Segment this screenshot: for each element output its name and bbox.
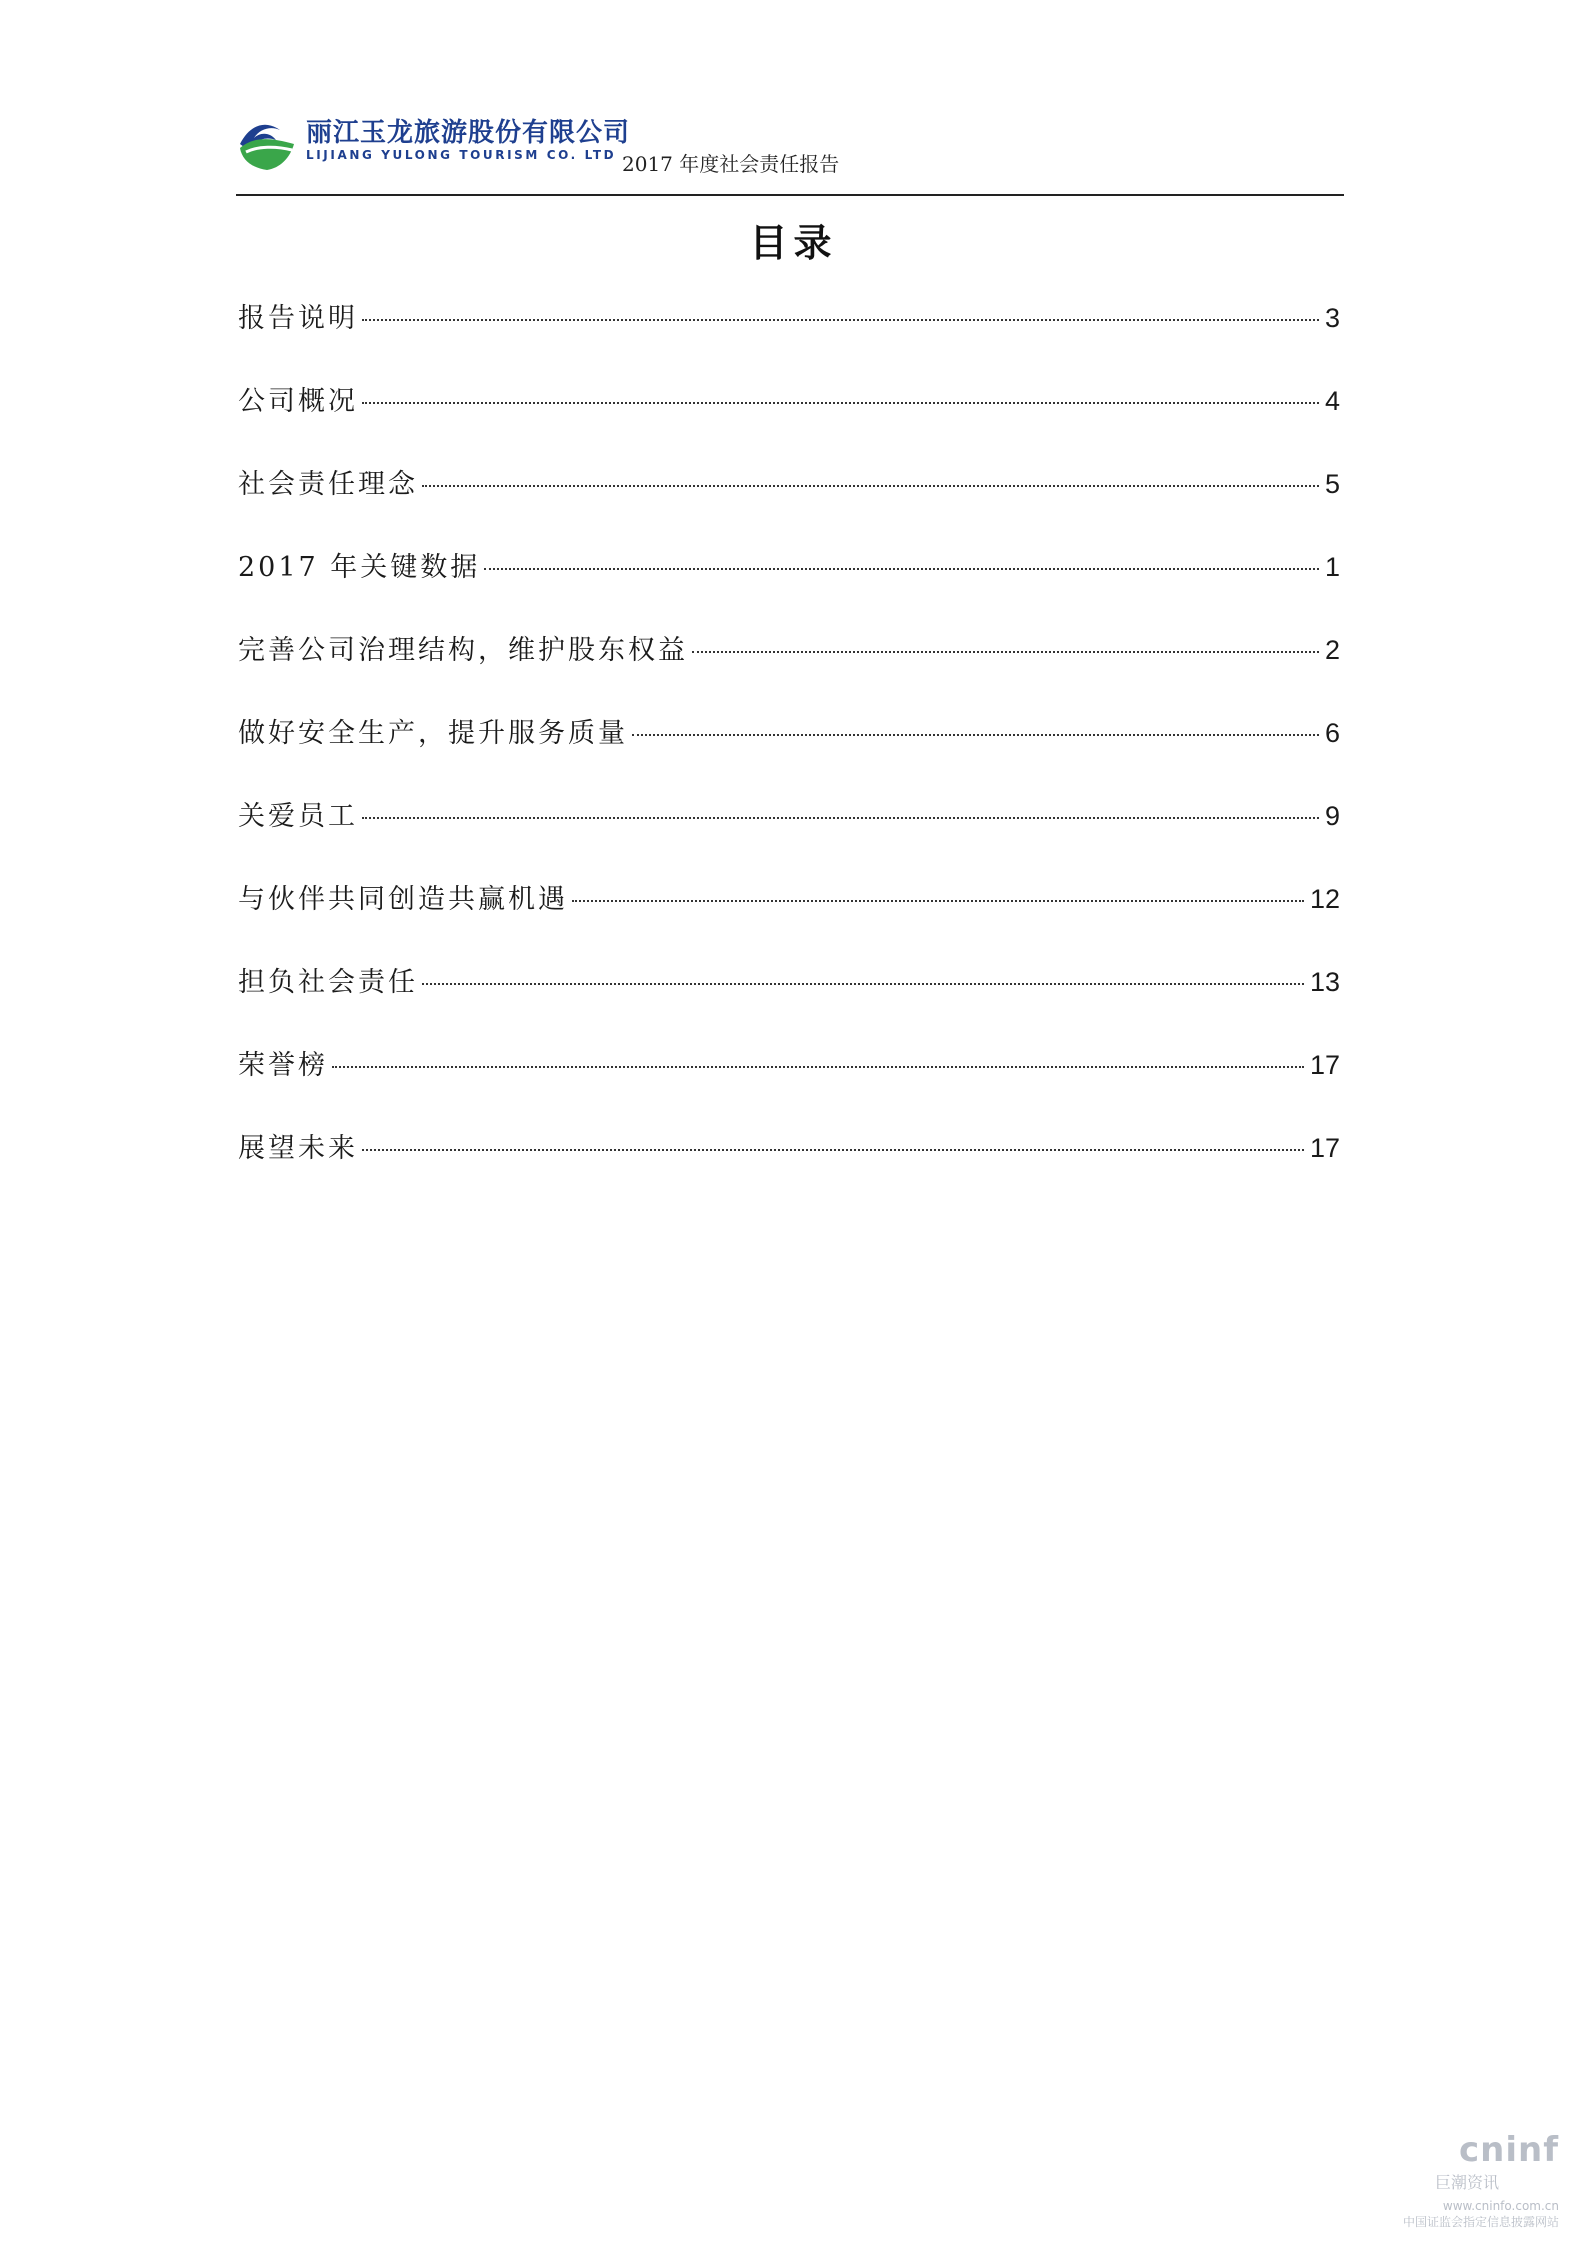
toc-dot-leader xyxy=(484,568,1319,570)
toc-dot-leader xyxy=(332,1066,1304,1068)
toc-dot-leader xyxy=(362,1149,1304,1151)
watermark-brand: cninf xyxy=(1458,2130,1559,2170)
watermark-url: www.cninfo.com.cn xyxy=(1442,2199,1559,2213)
cninfo-watermark xyxy=(1369,2130,1559,2230)
company-name-cn: 丽江玉龙旅游股份有限公司 xyxy=(306,118,631,148)
company-logo-icon xyxy=(236,110,298,172)
toc-entry-page: 17 xyxy=(1309,1133,1340,1163)
toc-dot-leader xyxy=(572,900,1304,902)
header-divider xyxy=(236,194,1344,196)
toc-entry[interactable] xyxy=(238,794,1340,877)
toc-entry-page: 6 xyxy=(1324,718,1340,748)
watermark-brand-cn: 巨潮资讯 xyxy=(1434,2173,1499,2192)
toc-entry[interactable] xyxy=(238,628,1340,711)
toc-entry-page: 13 xyxy=(1309,967,1340,997)
report-title: 2017 年度社会责任报告 xyxy=(622,152,840,176)
toc-heading: 目录 xyxy=(749,220,838,265)
toc-entry-page: 1 xyxy=(1324,552,1340,582)
toc-dot-leader xyxy=(362,402,1319,404)
toc-entry-title: 做好安全生产，提升服务质量 xyxy=(238,718,628,749)
toc-entry[interactable] xyxy=(238,296,1340,379)
toc-dot-leader xyxy=(422,485,1319,487)
toc-entry[interactable] xyxy=(238,462,1340,545)
toc-entry-page: 3 xyxy=(1324,303,1340,333)
toc-entry[interactable] xyxy=(238,1126,1340,1209)
toc-dot-leader xyxy=(692,651,1319,653)
toc-dot-leader xyxy=(362,817,1319,819)
toc-entry-page: 12 xyxy=(1309,884,1340,914)
toc-dot-leader xyxy=(422,983,1304,985)
toc-entry[interactable] xyxy=(238,960,1340,1043)
company-name-en: LIJIANG YULONG TOURISM CO. LTD xyxy=(306,148,617,162)
toc-entry-title: 社会责任理念 xyxy=(238,469,418,500)
toc-entry-title: 公司概况 xyxy=(238,386,358,417)
toc-entry-title: 2017 年关键数据 xyxy=(238,552,481,583)
toc-entry-page: 2 xyxy=(1324,635,1340,665)
page-header xyxy=(236,108,1344,196)
toc-entry[interactable] xyxy=(238,711,1340,794)
toc-entry-title: 关爱员工 xyxy=(238,801,358,832)
toc-entry-title: 担负社会责任 xyxy=(238,967,418,998)
toc-entry[interactable] xyxy=(238,545,1340,628)
table-of-contents xyxy=(238,296,1340,1209)
toc-entry-title: 荣誉榜 xyxy=(238,1050,328,1081)
toc-entry[interactable] xyxy=(238,1043,1340,1126)
toc-entry[interactable] xyxy=(238,379,1340,462)
toc-entry-page: 17 xyxy=(1309,1050,1340,1080)
toc-entry-title: 与伙伴共同创造共赢机遇 xyxy=(238,884,568,915)
toc-entry-title: 报告说明 xyxy=(238,303,358,334)
toc-entry-page: 5 xyxy=(1324,469,1340,499)
toc-entry-title: 完善公司治理结构，维护股东权益 xyxy=(238,635,688,666)
toc-entry[interactable] xyxy=(238,877,1340,960)
toc-dot-leader xyxy=(362,319,1319,321)
toc-entry-page: 4 xyxy=(1324,386,1340,416)
toc-dot-leader xyxy=(632,734,1319,736)
toc-entry-page: 9 xyxy=(1324,801,1340,831)
watermark-tagline: 中国证监会指定信息披露网站 xyxy=(1402,2215,1559,2229)
toc-entry-title: 展望未来 xyxy=(238,1133,358,1164)
